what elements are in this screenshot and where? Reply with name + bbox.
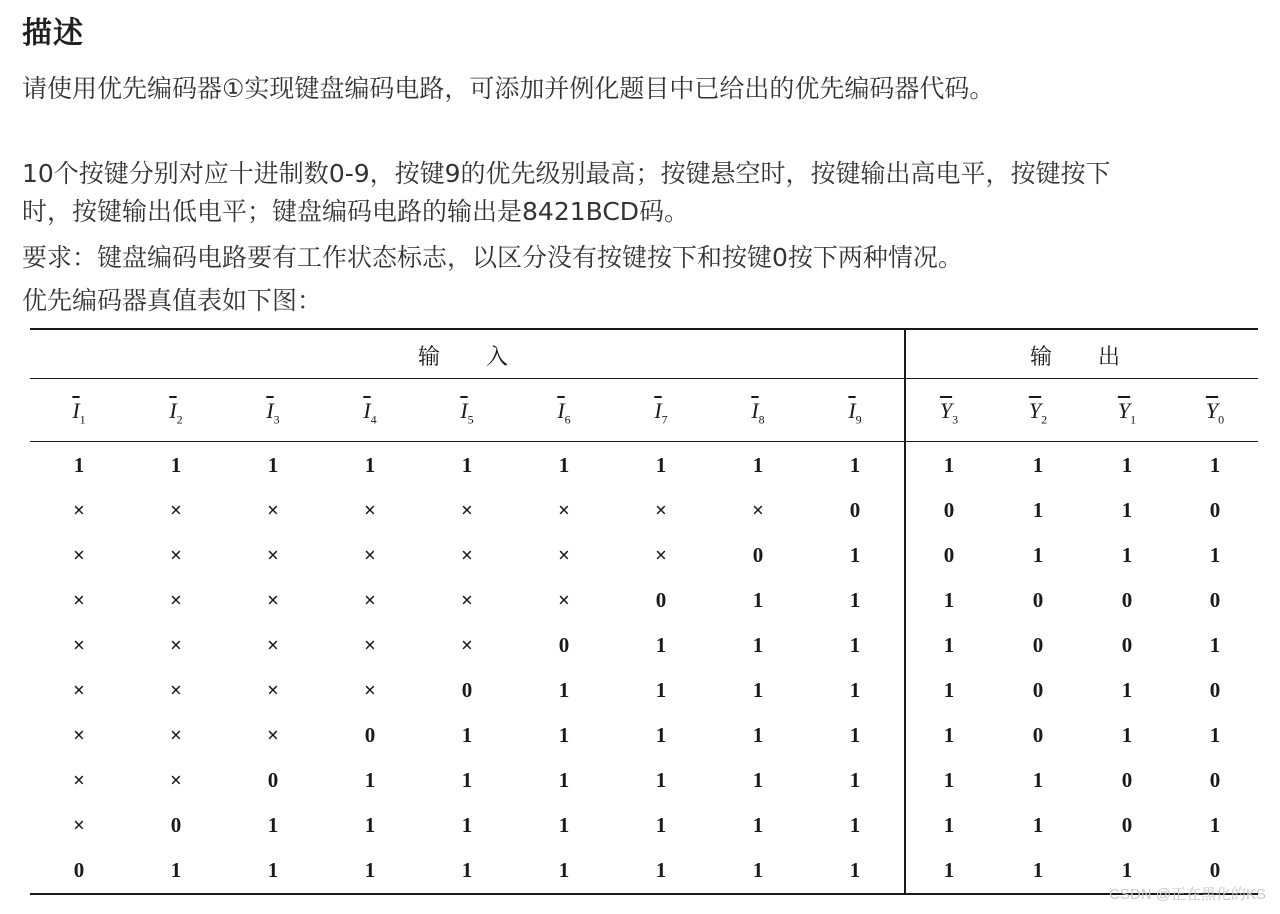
column-header-subscript: 8 xyxy=(758,412,765,427)
table-cell: × xyxy=(461,588,473,612)
table-cell: 1 xyxy=(1121,858,1133,882)
table-cell: 1 xyxy=(943,453,955,477)
table-cell: × xyxy=(73,678,85,702)
table-cell: 0 xyxy=(1121,588,1133,612)
table-cell: 1 xyxy=(1209,543,1221,567)
table-cell: 1 xyxy=(849,813,861,837)
table-cell: 1 xyxy=(1121,678,1133,702)
column-header-subscript: 9 xyxy=(855,412,862,427)
table-cell: 1 xyxy=(655,858,667,882)
table-cell: 1 xyxy=(267,453,279,477)
description-paragraph-3: 时，按键输出低电平；键盘编码电路的输出是8421BCD码。 xyxy=(22,197,690,226)
column-header-subscript: 2 xyxy=(176,412,183,427)
table-cell: × xyxy=(73,498,85,522)
table-cell: × xyxy=(170,768,182,792)
requirement-paragraph: 要求：键盘编码电路要有工作状态标志，以区分没有按键按下和按键0按下两种情况。 xyxy=(22,243,963,272)
table-cell: 1 xyxy=(1032,858,1044,882)
table-cell: × xyxy=(267,723,279,747)
table-cell: × xyxy=(558,588,570,612)
column-header-i3 xyxy=(243,398,303,427)
column-header-subscript: 1 xyxy=(1130,412,1137,427)
column-header-i9 xyxy=(825,398,885,427)
table-cell: × xyxy=(364,633,376,657)
table-cell: 0 xyxy=(849,498,861,522)
table-cell: 0 xyxy=(1121,633,1133,657)
column-header-symbol: $\overline{Y}$ xyxy=(1028,398,1042,423)
table-header-rule xyxy=(30,441,1258,442)
table-cell: × xyxy=(267,543,279,567)
column-header-symbol: $\overline{I}$ xyxy=(654,398,662,423)
table-cell: 1 xyxy=(461,858,473,882)
column-header-y3 xyxy=(919,398,979,427)
table-cell: 1 xyxy=(943,678,955,702)
table-cell: 1 xyxy=(558,678,570,702)
table-cell: 0 xyxy=(1032,588,1044,612)
table-cell: 1 xyxy=(655,453,667,477)
table-cell: 1 xyxy=(170,453,182,477)
table-cell: 1 xyxy=(1121,498,1133,522)
table-cell: 1 xyxy=(558,768,570,792)
column-header-i8 xyxy=(728,398,788,427)
table-cell: 0 xyxy=(943,543,955,567)
column-header-i1 xyxy=(49,398,109,427)
table-cell: × xyxy=(170,723,182,747)
table-cell: 1 xyxy=(461,723,473,747)
table-cell: 1 xyxy=(849,543,861,567)
column-header-symbol: $\overline{I}$ xyxy=(169,398,177,423)
table-cell: 1 xyxy=(849,588,861,612)
table-cell: 1 xyxy=(849,858,861,882)
table-cell: × xyxy=(364,678,376,702)
column-header-i5 xyxy=(437,398,497,427)
description-paragraph-2: 10个按键分别对应十进制数0-9，按键9的优先级别最高；按键悬空时，按键输出高电平，按键按下 xyxy=(22,159,1111,188)
table-cell: 1 xyxy=(943,858,955,882)
table-cell: 1 xyxy=(1209,723,1221,747)
table-cell: 0 xyxy=(364,723,376,747)
table-cell: 1 xyxy=(73,453,85,477)
column-header-y2 xyxy=(1008,398,1068,427)
table-cell: 1 xyxy=(364,453,376,477)
table-cell: 0 xyxy=(1121,813,1133,837)
output-group-header: 输出 xyxy=(1030,345,1167,370)
table-cell: 0 xyxy=(1032,723,1044,747)
column-header-subscript: 7 xyxy=(661,412,668,427)
column-header-subscript: 1 xyxy=(79,412,86,427)
table-cell: 1 xyxy=(752,588,764,612)
table-cell: 0 xyxy=(752,543,764,567)
table-cell: 1 xyxy=(558,723,570,747)
column-header-subscript: 0 xyxy=(1218,412,1225,427)
table-top-rule xyxy=(30,328,1258,330)
column-header-symbol: $\overline{Y}$ xyxy=(939,398,953,423)
column-header-subscript: 6 xyxy=(564,412,571,427)
column-header-symbol: $\overline{I}$ xyxy=(460,398,468,423)
table-cell: 0 xyxy=(655,588,667,612)
table-cell: × xyxy=(461,543,473,567)
table-cell: 0 xyxy=(1121,768,1133,792)
table-cell: 1 xyxy=(655,678,667,702)
table-cell: × xyxy=(364,543,376,567)
column-header-symbol: $\overline{I}$ xyxy=(751,398,759,423)
table-cell: 1 xyxy=(364,858,376,882)
table-cell: 1 xyxy=(752,453,764,477)
table-cell: 1 xyxy=(752,723,764,747)
page-title: 描述 xyxy=(22,16,84,51)
column-header-y0 xyxy=(1185,398,1245,427)
column-header-i7 xyxy=(631,398,691,427)
table-cell: 0 xyxy=(1209,498,1221,522)
column-header-i4 xyxy=(340,398,400,427)
column-header-symbol: $\overline{I}$ xyxy=(848,398,856,423)
table-cell: 1 xyxy=(461,813,473,837)
table-bottom-rule xyxy=(30,893,1258,895)
table-cell: × xyxy=(170,588,182,612)
table-cell: 1 xyxy=(943,768,955,792)
column-header-subscript: 3 xyxy=(273,412,280,427)
column-header-symbol: $\overline{I}$ xyxy=(266,398,274,423)
table-cell: 1 xyxy=(1032,453,1044,477)
truth-table-caption: 优先编码器真值表如下图： xyxy=(22,286,323,315)
table-cell: 1 xyxy=(849,768,861,792)
table-cell: 0 xyxy=(73,858,85,882)
table-cell: 1 xyxy=(1209,813,1221,837)
column-header-subscript: 4 xyxy=(370,412,377,427)
table-cell: 1 xyxy=(1032,543,1044,567)
table-cell: 1 xyxy=(752,858,764,882)
table-cell: 1 xyxy=(849,633,861,657)
table-cell: 1 xyxy=(267,813,279,837)
table-cell: 0 xyxy=(1032,633,1044,657)
table-cell: 0 xyxy=(1032,678,1044,702)
table-cell: 1 xyxy=(752,768,764,792)
column-header-symbol: $\overline{Y}$ xyxy=(1205,398,1219,423)
table-cell: × xyxy=(461,633,473,657)
table-cell: × xyxy=(267,588,279,612)
table-cell: 1 xyxy=(170,858,182,882)
table-cell: × xyxy=(170,498,182,522)
column-header-subscript: 5 xyxy=(467,412,474,427)
table-cell: 1 xyxy=(943,723,955,747)
table-cell: 1 xyxy=(943,813,955,837)
table-cell: × xyxy=(655,543,667,567)
table-cell: 0 xyxy=(461,678,473,702)
table-cell: × xyxy=(73,588,85,612)
table-cell: × xyxy=(267,678,279,702)
table-cell: × xyxy=(73,633,85,657)
table-cell: × xyxy=(170,543,182,567)
table-cell: 1 xyxy=(1209,453,1221,477)
table-cell: 1 xyxy=(558,858,570,882)
table-cell: × xyxy=(73,813,85,837)
table-cell: × xyxy=(170,633,182,657)
column-header-y1 xyxy=(1097,398,1157,427)
table-cell: 1 xyxy=(655,813,667,837)
column-header-i6 xyxy=(534,398,594,427)
table-cell: 1 xyxy=(1032,768,1044,792)
table-cell: 1 xyxy=(655,723,667,747)
table-cell: 0 xyxy=(267,768,279,792)
table-cell: 1 xyxy=(943,633,955,657)
table-cell: 0 xyxy=(1209,768,1221,792)
table-cell: 0 xyxy=(1209,588,1221,612)
table-cell: 1 xyxy=(558,813,570,837)
table-cell: 1 xyxy=(1209,633,1221,657)
table-cell: × xyxy=(73,768,85,792)
table-cell: × xyxy=(558,498,570,522)
column-header-subscript: 3 xyxy=(952,412,959,427)
table-cell: × xyxy=(752,498,764,522)
table-cell: × xyxy=(73,723,85,747)
description-paragraph-1: 请使用优先编码器①实现键盘编码电路，可添加并例化题目中已给出的优先编码器代码。 xyxy=(22,74,995,103)
table-cell: 0 xyxy=(1209,678,1221,702)
column-header-symbol: $\overline{Y}$ xyxy=(1117,398,1131,423)
table-cell: 1 xyxy=(1121,453,1133,477)
column-header-subscript: 2 xyxy=(1041,412,1048,427)
table-cell: × xyxy=(267,498,279,522)
column-header-symbol: $\overline{I}$ xyxy=(72,398,80,423)
table-cell: 0 xyxy=(943,498,955,522)
table-cell: 1 xyxy=(849,678,861,702)
table-cell: 0 xyxy=(170,813,182,837)
table-cell: 1 xyxy=(752,633,764,657)
table-cell: 1 xyxy=(752,813,764,837)
table-cell: × xyxy=(655,498,667,522)
table-cell: 1 xyxy=(1032,813,1044,837)
table-cell: 1 xyxy=(1032,498,1044,522)
csdn-watermark: CSDN @正在黑化的KS xyxy=(1109,886,1266,903)
table-cell: 1 xyxy=(267,858,279,882)
table-cell: 1 xyxy=(655,768,667,792)
column-header-symbol: $\overline{I}$ xyxy=(363,398,371,423)
table-cell: 1 xyxy=(461,768,473,792)
table-cell: × xyxy=(364,588,376,612)
table-cell: 1 xyxy=(849,453,861,477)
table-group-rule xyxy=(30,378,1258,379)
table-cell: 1 xyxy=(558,453,570,477)
table-cell: 1 xyxy=(461,453,473,477)
table-cell: 1 xyxy=(655,633,667,657)
input-group-header: 输入 xyxy=(418,345,555,370)
table-cell: 1 xyxy=(849,723,861,747)
table-cell: × xyxy=(558,543,570,567)
column-header-i2 xyxy=(146,398,206,427)
table-cell: 0 xyxy=(558,633,570,657)
table-cell: × xyxy=(461,498,473,522)
table-cell: × xyxy=(267,633,279,657)
table-cell: 0 xyxy=(1209,858,1221,882)
table-cell: 1 xyxy=(1121,543,1133,567)
table-cell: 1 xyxy=(752,678,764,702)
table-cell: × xyxy=(170,678,182,702)
column-header-symbol: $\overline{I}$ xyxy=(557,398,565,423)
table-io-divider xyxy=(904,328,906,895)
table-cell: 1 xyxy=(364,813,376,837)
table-cell: 1 xyxy=(943,588,955,612)
priority-encoder-truth-table xyxy=(30,328,1258,896)
table-cell: × xyxy=(73,543,85,567)
table-cell: × xyxy=(364,498,376,522)
table-cell: 1 xyxy=(364,768,376,792)
table-cell: 1 xyxy=(1121,723,1133,747)
